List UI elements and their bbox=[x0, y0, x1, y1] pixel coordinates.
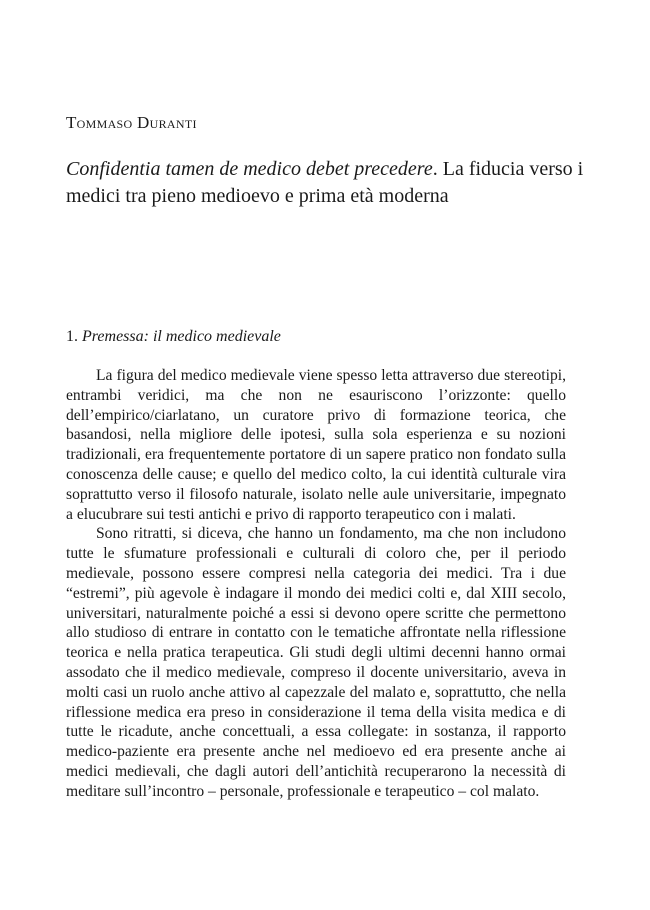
title-italic-part: Confidentia tamen de medico debet precedere bbox=[66, 158, 433, 180]
author-name: Tommaso Duranti bbox=[66, 113, 197, 132]
paragraph-2: Sono ritratti, si diceva, che hanno un fondamento, ma che non includono tutte le sfumature professionali e culturali di coloro che, per il periodo medievale, possono essere compresi nella categoria dei medici. Tra i due “estremi”, più agevole è indagare il mondo dei medici colti e, dal XIII secolo, universitari, naturalmente poiché a essi si devono opere scritte che permettono allo studioso di entrare in contatto con le tematiche affrontate nella riflessione teorica e nella pratica terapeutica. Gli studi degli ultimi decenni hanno ormai assodato che il medico medievale, compreso il docente universitario, aveva in molti casi un ruolo anche attivo al capezzale del malato e, soprattutto, che nella riflessione medica era preso in considerazione il tema della visita medica e di tutte le ricadute, anche concettuali, a essa collegate: in sostanza, il rapporto medico-paziente era presente anche nel medioevo ed era presente anche ai medici medievali, che dagli autori dell’antichità recuperarono la necessità di meditare sull’incontro – personale, professionale e terapeutico – col malato. bbox=[66, 525, 566, 800]
body-text bbox=[66, 366, 566, 802]
title-rest: . La fiducia verso i medici tra pieno medioevo e prima età moderna bbox=[66, 158, 584, 207]
section-title: Premessa: il medico medievale bbox=[82, 328, 281, 345]
article-title bbox=[66, 156, 586, 210]
section-number: 1. bbox=[66, 328, 82, 345]
paragraph-1: La figura del medico medievale viene spesso letta attraverso due stereotipi, entrambi veridici, ma che non ne esauriscono l’orizzonte: quello dell’empirico/ciarlatano, un curatore privo di formazione teorica, che basandosi, nella migliore delle ipotesi, sulla sola esperienza e su nozioni tradizionali, era frequentemente portatore di un sapere pratico non fondato sulla conoscenza delle cause; e quello del medico colto, la cui identità culturale vira soprattutto verso il filosofo naturale, isolato nelle aule universitarie, impegnato a elucubrare sui testi antichi e privo di rapporto terapeutico con i malati. bbox=[66, 367, 566, 523]
section-heading bbox=[66, 328, 281, 346]
